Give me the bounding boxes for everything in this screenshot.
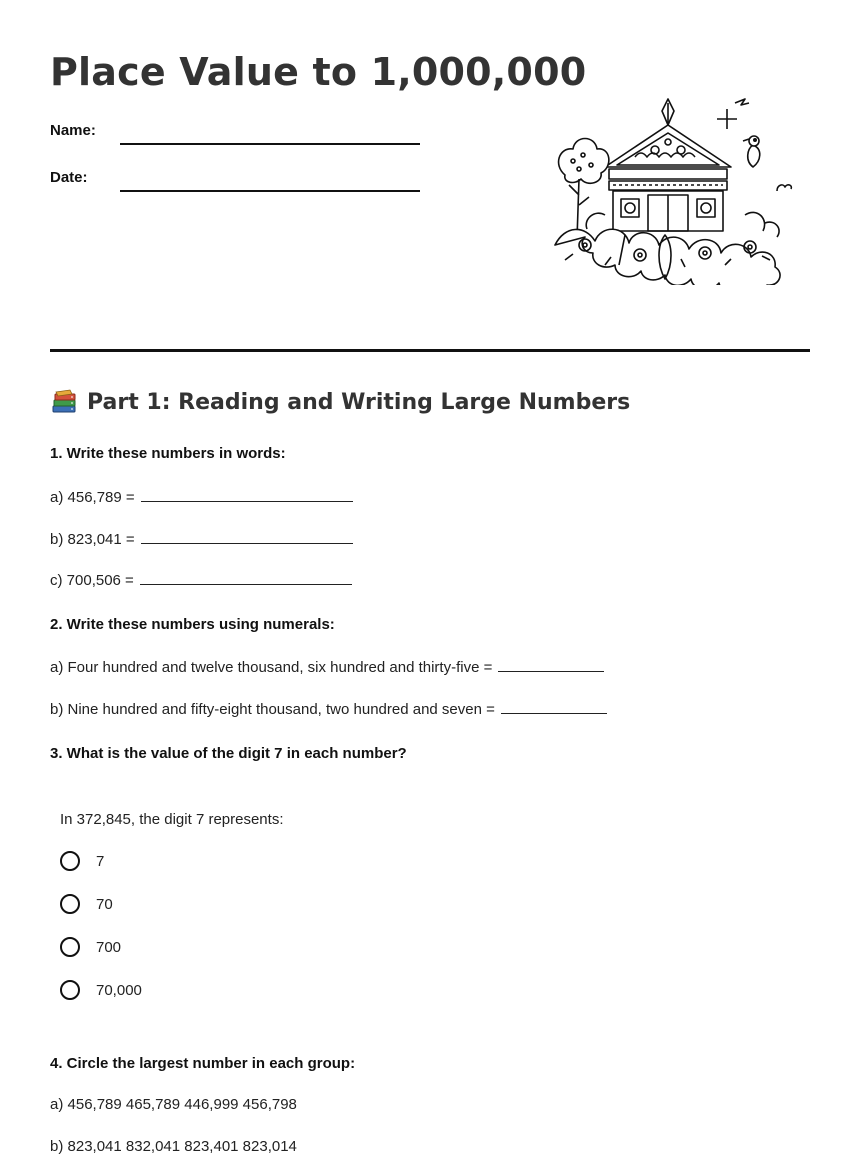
question-2-item-b (50, 699, 607, 718)
question-2-item-b-text: b) Nine hundred and fifty-eight thousand, two hundred and seven = (50, 701, 495, 718)
question-2-heading: 2. Write these numbers using numerals: (50, 616, 335, 633)
option-label: 700 (96, 938, 122, 956)
question-1-item-a (50, 487, 353, 506)
meeting-house-illustration (545, 95, 795, 285)
question-1-item-c (50, 570, 352, 589)
option-label: 7 (96, 852, 105, 870)
question-4-item-a: a) 456,789 465,789 446,999 456,798 (50, 1096, 297, 1113)
answer-blank-1c[interactable] (140, 570, 352, 585)
question-1-item-b (50, 529, 353, 548)
option-70000[interactable] (60, 980, 142, 1000)
question-2-item-a-text: a) Four hundred and twelve thousand, six hundred and thirty-five = (50, 659, 493, 676)
answer-blank-2b[interactable] (501, 699, 607, 714)
date-field[interactable] (120, 190, 420, 192)
option-label: 70 (96, 895, 113, 913)
answer-blank-2a[interactable] (498, 657, 604, 672)
question-4-item-b: b) 823,041 832,041 823,401 823,014 (50, 1138, 297, 1155)
radio-button[interactable] (60, 851, 80, 871)
radio-button[interactable] (60, 980, 80, 1000)
name-field[interactable] (120, 143, 420, 145)
question-2-item-a (50, 657, 604, 676)
date-label: Date: (50, 169, 88, 186)
section-divider (50, 349, 810, 352)
option-70[interactable] (60, 894, 113, 914)
question-1-item-c-text: c) 700,506 = (50, 572, 134, 589)
option-7[interactable] (60, 851, 104, 871)
question-4-heading: 4. Circle the largest number in each group: (50, 1055, 356, 1072)
books-icon (50, 388, 78, 416)
question-1-item-a-text: a) 456,789 = (50, 489, 135, 506)
question-1-heading: 1. Write these numbers in words: (50, 445, 286, 462)
radio-button[interactable] (60, 937, 80, 957)
page-title: Place Value to 1,000,000 (50, 50, 587, 94)
question-3-heading: 3. What is the value of the digit 7 in each number? (50, 745, 407, 762)
option-700[interactable] (60, 937, 121, 957)
question-3-prompt: In 372,845, the digit 7 represents: (60, 811, 284, 828)
radio-button[interactable] (60, 894, 80, 914)
answer-blank-1b[interactable] (141, 529, 353, 544)
name-label: Name: (50, 122, 96, 139)
option-label: 70,000 (96, 981, 142, 999)
part-1-title-text: Part 1: Reading and Writing Large Numbers (87, 389, 631, 415)
question-1-item-b-text: b) 823,041 = (50, 531, 135, 548)
part-1-title (50, 388, 630, 416)
answer-blank-1a[interactable] (141, 487, 353, 502)
